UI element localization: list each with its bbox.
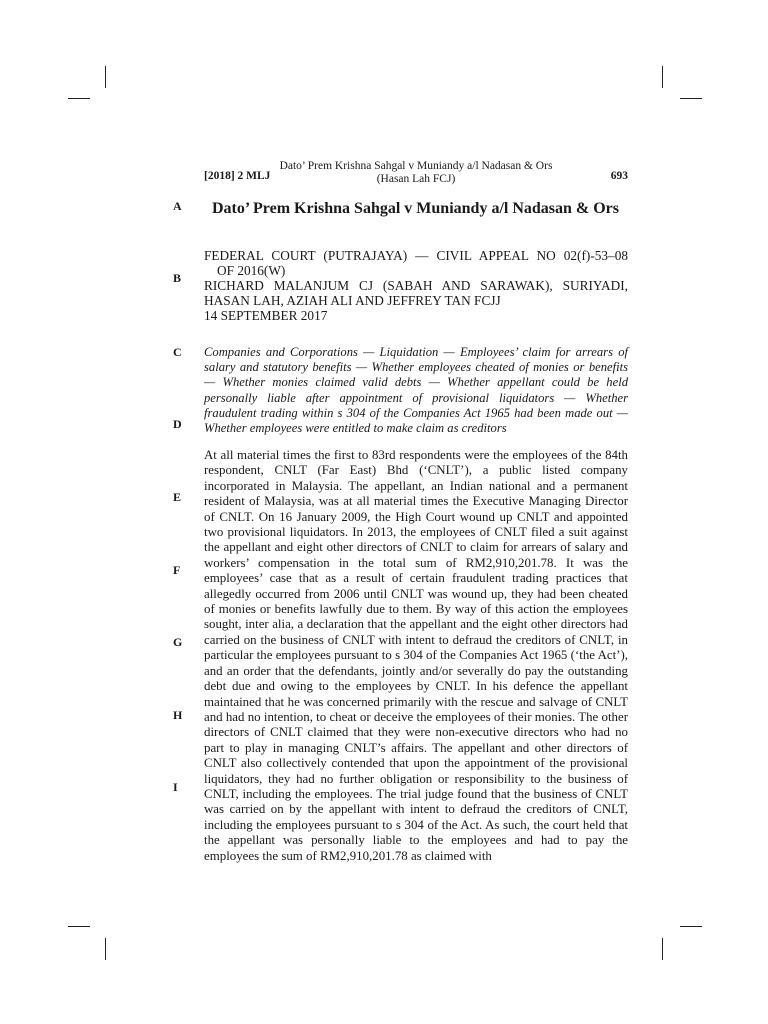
margin-letter-d: D	[173, 417, 182, 431]
citation: [2018] 2 MLJ	[204, 170, 271, 182]
crop-mark	[662, 938, 663, 960]
crop-mark	[680, 926, 702, 927]
decision-date: 14 SEPTEMBER 2017	[204, 308, 328, 323]
court-line: FEDERAL COURT (PUTRAJAYA) — CIVIL APPEAL NO 02(f)-53–08	[204, 248, 628, 263]
crop-mark	[662, 66, 663, 88]
crop-mark	[68, 926, 90, 927]
running-head-case: Dato’ Prem Krishna Sahgal v Muniandy a/l Nadasan & Ors	[279, 160, 553, 172]
crop-mark	[105, 66, 106, 88]
margin-letter-f: F	[173, 563, 181, 577]
headnote-paragraph: At all material times the first to 83rd respondents were the employees of the 84th respondent, CNLT (Far East) Bhd (‘CNLT’), a public listed company incorporated in Malaysia. The appellant, an Indian national and a permanent resident of Malaysia, was at all material times the Executive Managing Director of CNLT. On 16 January 2009, the High Court wound up CNLT and appointed two provisional liquidators. In 2013, the employees of CNLT filed a suit against the appellant and eight other directors of CNLT to claim for arrears of salary and workers’ compensation in the total sum of RM2,910,201.78. It was the employees’ case that as a result of certain fraudulent trading practices that allegedly occurred from 2006 until CNLT was wound up, they had been cheated of monies or benefits lawfully due to them. By way of this action the employees sought, inter alia, a declaration that the appellant and the eight other directors had carried on the business of CNLT with intent to defraud the creditors of CNLT, in particular the employees pursuant to s 304 of the Companies Act 1965 (‘the Act’), and an order that the defendants, jointly and/or severally do pay the outstanding debt due and owing to the employees by CNLT. In his defence the appellant maintained that he was concerned primarily with the rescue and salvage of CNLT and had no intention, to cheat or deceive the employees of their monies. The other directors of CNLT claimed that they were non-executive directors who had no part to play in managing CNLT’s affairs. The appellant and other directors of CNLT also collectively contended that upon the appointment of the provisional liquidators, they had no further obligation or responsibility to the business of CNLT, including the employees. The trial judge found that the business of CNLT was carried on by the appellant with intent to defraud the creditors of CNLT, including the employees pursuant to s 304 of the Act. As such, the court held that the appellant was personally liable to the employees and had to pay the employees the sum of RM2,910,201.78 as claimed with	[204, 448, 628, 863]
running-head	[204, 160, 628, 188]
page-number: 693	[610, 170, 628, 182]
running-head-title	[204, 160, 628, 186]
court-line-cont: OF 2016(W)	[217, 263, 286, 278]
margin-letter-e: E	[173, 490, 182, 504]
judges-line: RICHARD MALANJUM CJ (SABAH AND SARAWAK), SURIYADI,	[204, 278, 628, 293]
crop-mark	[680, 98, 702, 99]
margin-letter-i: I	[173, 780, 178, 794]
crop-mark	[68, 98, 90, 99]
margin-letter-b: B	[173, 271, 182, 285]
margin-letter-c: C	[173, 345, 182, 359]
case-title: Dato’ Prem Krishna Sahgal v Muniandy a/l Nadasan & Ors	[212, 200, 620, 217]
court-details	[204, 248, 628, 323]
margin-letter-a: A	[173, 199, 182, 213]
judges-line-cont: HASAN LAH, AZIAH ALI AND JEFFREY TAN FCJJ	[204, 293, 501, 308]
margin-letter-g: G	[173, 635, 183, 649]
margin-letter-h: H	[173, 708, 183, 722]
crop-mark	[105, 938, 106, 960]
running-head-judge: (Hasan Lah FCJ)	[376, 173, 456, 185]
catchwords: Companies and Corporations — Liquidation — Employees’ claim for arrears of salary and statutory benefits — Whether employees cheated of monies or benefits — Whether monies claimed valid debts — Whether appellant could be held personally liable after appointment of provisional liquidators — Whether fraudulent trading within s 304 of the Companies Act 1965 had been made out — Whether employees were entitled to make claim as creditors	[204, 345, 628, 436]
